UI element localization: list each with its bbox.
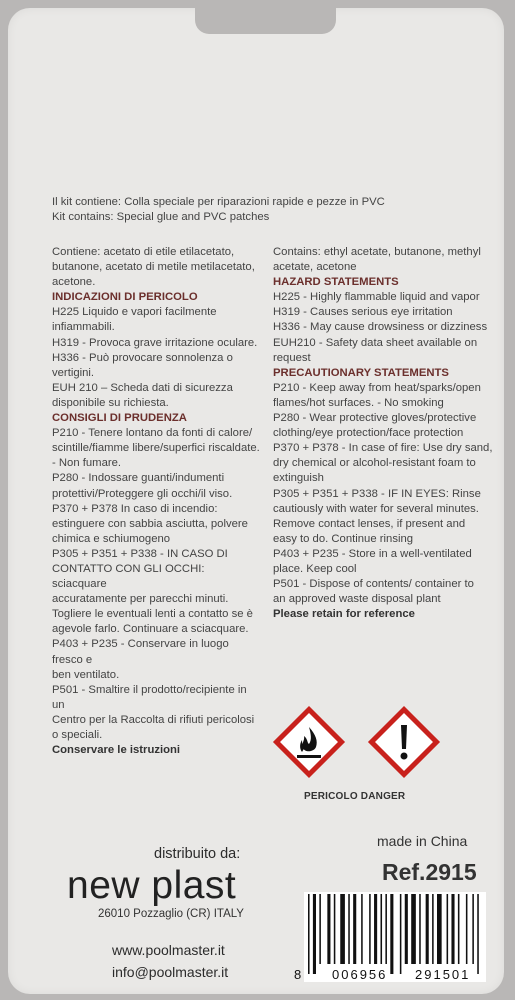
flame-pictogram-icon (272, 705, 346, 779)
text-line: Centro per la Raccolta di rifiuti pericolosi (52, 713, 255, 726)
made-in: made in China (377, 833, 468, 849)
barcode-bar (308, 894, 310, 974)
hazard-heading: HAZARD STATEMENTS (273, 276, 399, 289)
kit-it: Il kit contiene: Colla speciale per riparazioni rapide e pezze in PVC (52, 196, 385, 208)
text-line: P403 + P235 - Store in a well-ventilated (273, 547, 472, 560)
barcode-bar (385, 894, 387, 964)
barcode-bar (313, 894, 316, 974)
text-line: scintille/fiamme libere/superfici riscaldate. (52, 442, 260, 455)
barcode-bar (353, 894, 356, 964)
retain-note: Please retain for reference (273, 608, 415, 621)
text-line: butanone, acetato di metile metilacetato, (52, 261, 255, 274)
hang-hole (195, 8, 336, 34)
address: 26010 Pozzaglio (CR) ITALY (98, 908, 244, 920)
english-column (273, 245, 493, 622)
barcode-bar (369, 894, 371, 964)
distributor-label: distribuito da: (154, 846, 241, 862)
text-line: accuratamente per parecchi minuti. (52, 593, 229, 606)
text-line: chimica e schiumogeno (52, 532, 171, 545)
text-line: infiammabili. (52, 321, 115, 334)
barcode-bar (400, 894, 402, 974)
text-line: easy to do. Continue rinsing (273, 532, 414, 545)
precaution-heading: CONSIGLI DI PRUDENZA (52, 412, 187, 425)
text-line: an approved waste disposal plant (273, 593, 441, 606)
text-line: Contains: ethyl acetate, butanone, methyl (273, 246, 481, 258)
contacts (112, 939, 228, 983)
barcode-bar (361, 894, 363, 964)
precaution-heading: PRECAUTIONARY STATEMENTS (273, 366, 449, 379)
text-line: agevole farlo. Continuare a sciacquare. (52, 623, 249, 636)
text-line: acetate, acetone (273, 261, 357, 274)
brand-logo: new plast (67, 864, 237, 907)
barcode-bar (381, 894, 383, 964)
product-card (8, 8, 504, 994)
barcode-bar (334, 894, 336, 964)
barcode-bar (348, 894, 350, 964)
barcode-bar (426, 894, 429, 964)
barcode-bar (319, 894, 321, 964)
text-line: protettivi/Proteggere gli occhi/il viso. (52, 487, 233, 500)
text-line: dry chemical or alcohol-resistant foam to (273, 457, 476, 470)
barcode-bar (411, 894, 416, 964)
text-line: CONTATTO CON GLI OCCHI: sciacquare (52, 562, 205, 591)
retain-note: Conservare le istruzioni (52, 744, 181, 757)
text-line: H319 - Causes serious eye irritation (273, 306, 453, 319)
barcode-bar (466, 894, 468, 964)
italian-column (52, 245, 262, 758)
website-link[interactable]: www.poolmaster.it (112, 942, 225, 958)
text-line: H336 - Può provocare sonnolenza o (52, 351, 233, 364)
text-line: EUH210 - Safety data sheet available on (273, 336, 478, 349)
text-line: ben ventilato. (52, 668, 120, 681)
text-line: vertigini. (52, 366, 95, 379)
text-line: cautiously with water for several minutes. (273, 502, 479, 515)
text-line: H225 Liquido e vapori facilmente (52, 306, 217, 319)
barcode-bar (340, 894, 345, 964)
barcode-left-digits: 006956 (332, 967, 388, 982)
text-line: request (273, 351, 311, 364)
barcode-bar (327, 894, 330, 964)
text-line: P210 - Tenere lontano da fonti di calore/ (52, 427, 253, 440)
barcode-bar (447, 894, 449, 964)
text-line: P370 + P378 - In case of fire: Use dry sand, (273, 442, 493, 455)
text-line: EUH 210 – Scheda dati di sicurezza (52, 381, 233, 394)
text-line: H336 - May cause drowsiness or dizziness (273, 321, 488, 334)
kit-contents (52, 195, 492, 225)
text-line: estinguere con sabbia asciutta, polvere (52, 517, 248, 530)
exclamation-pictogram-icon (367, 705, 441, 779)
text-line: P501 - Smaltire il prodotto/recipiente in un (52, 683, 247, 711)
email-link[interactable]: info@poolmaster.it (112, 964, 229, 980)
text-line: clothing/eye protection/face protection (273, 427, 464, 440)
barcode-bar (374, 894, 377, 964)
text-line: Contiene: acetato di etile etilacetato, (52, 246, 235, 258)
barcode-bar (437, 894, 442, 964)
text-line: acetone. (52, 276, 96, 289)
text-line: disponibile su richiesta. (52, 396, 169, 409)
barcode-right-digits: 291501 (415, 967, 471, 982)
text-line: P305 + P351 + P338 - IF IN EYES: Rinse (273, 487, 481, 500)
barcode-bar (477, 894, 479, 974)
text-line: extinguish (273, 472, 324, 485)
text-line: Togliere le eventuali lenti a contatto se è (52, 608, 253, 621)
text-line: - Non fumare. (52, 457, 122, 470)
text-line: P280 - Indossare guanti/indumenti (52, 472, 225, 485)
text-line: P370 + P378 In caso di incendio: (52, 502, 218, 515)
barcode-bar (405, 894, 408, 964)
danger-label: PERICOLO DANGER (304, 791, 406, 802)
text-line: o speciali. (52, 729, 103, 741)
barcode-bar (419, 894, 421, 964)
text-line: place. Keep cool (273, 562, 357, 575)
barcode-bar (390, 894, 393, 974)
barcode-bar (432, 894, 434, 964)
barcode-bar (451, 894, 454, 964)
reference-number: Ref.2915 (382, 859, 477, 885)
text-line: P280 - Wear protective gloves/protective (273, 412, 477, 425)
text-line: H319 - Provoca grave irritazione oculare. (52, 336, 258, 349)
barcode-bar (458, 894, 460, 964)
text-line: H225 - Highly flammable liquid and vapor (273, 291, 480, 304)
hazard-heading: INDICAZIONI DI PERICOLO (52, 291, 198, 304)
text-line: Remove contact lenses, if present and (273, 517, 466, 530)
barcode-first-digit: 8 (294, 967, 302, 982)
text-line: flames/hot surfaces. - No smoking (273, 396, 444, 409)
kit-en: Kit contains: Special glue and PVC patches (52, 211, 270, 224)
barcode (290, 892, 486, 982)
barcode-bar (472, 894, 474, 964)
text-line: P210 - Keep away from heat/sparks/open (273, 381, 481, 394)
text-line: P305 + P351 + P338 - IN CASO DI (52, 547, 228, 560)
text-line: P501 - Dispose of contents/ container to (273, 578, 474, 591)
text-line: P403 + P235 - Conservare in luogo fresco e (52, 638, 229, 666)
